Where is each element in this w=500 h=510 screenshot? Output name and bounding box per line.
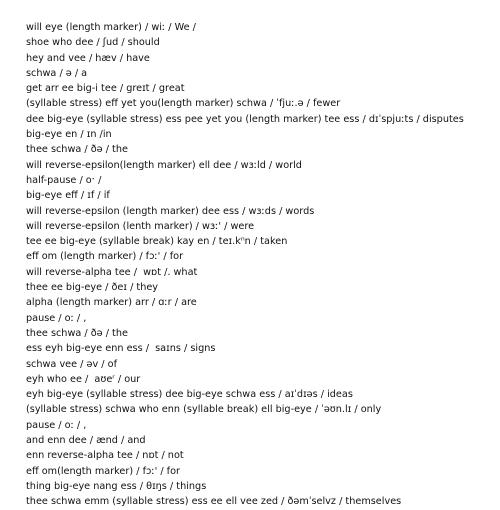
text-line: (syllable stress) schwa who enn (syllable break) ell big-eye / ˈəʊn.lɪ / only [26, 404, 382, 416]
text-line: eyh big-eye (syllable stress) dee big-eye schwa ess / aɪˈdɪəs / ideas [26, 389, 353, 401]
text-line: pause / oː / , [26, 419, 87, 431]
text-line: will reverse-alpha tee / wɒt /. what [26, 266, 198, 278]
text-line: will reverse-epsilon(length marker) ell dee / wɜːld / world [26, 159, 302, 171]
text-line: eff om(length marker) / fɔː' / for [26, 465, 180, 477]
text-line: pause / oː / , [26, 312, 87, 324]
text-line: eyh who ee / aʊeʳ / our [26, 373, 141, 385]
text-line: and enn dee / ænd / and [26, 435, 146, 447]
text-line: big-eye en / ɪn /in [26, 129, 112, 141]
text-line: thee schwa / ðə / the [26, 144, 128, 156]
text-line: thee ee big-eye / ðeɪ / they [26, 282, 159, 294]
text-line: thing big-eye nang ess / θɪŋs / things [26, 480, 207, 492]
text-line: enn reverse-alpha tee / nɒt / not [26, 450, 184, 462]
text-line: will reverse-epsilon (lenth marker) / wɜː' / were [26, 220, 255, 232]
text-line: hey and vee / hæv / have [26, 52, 150, 64]
text-line: eff om (length marker) / fɔː' / for [26, 251, 184, 263]
text-line: alpha (length marker) arr / ɑːr / are [26, 297, 197, 309]
text-line: thee schwa / ðə / the [26, 327, 128, 339]
text-line: schwa vee / əv / of [26, 358, 117, 370]
phonetic-transcription-list [26, 20, 494, 510]
text-line: get arr ee big-i tee / greɪt / great [26, 83, 185, 95]
text-line: (syllable stress) eff yet you(length marker) schwa / ˈfjuː.ə / fewer [26, 98, 341, 110]
text-line: schwa / ə / a [26, 67, 88, 79]
text-line: will eye (length marker) / wiː / We / [26, 22, 196, 33]
text-line: big-eye eff / ɪf / if [26, 190, 110, 202]
text-line: dee big-eye (syllable stress) ess pee yet you (length marker) tee ess / dɪˈspjuːts / disputes [26, 113, 464, 125]
text-line: will reverse-epsilon (length marker) dee ess / wɜːds / words [26, 205, 315, 217]
text-line: shoe who dee / ʃud / should [26, 37, 160, 49]
text-line: ess eyh big-eye enn ess / saɪns / signs [26, 343, 216, 355]
text-line: thee schwa emm (syllable stress) ess ee ell vee zed / ðəmˈselvz / themselves [26, 496, 402, 508]
text-line: tee ee big-eye (syllable break) kay en / teɪ.kⁿn / taken [26, 236, 288, 248]
text-line: half-pause / oˑ / [26, 174, 102, 186]
